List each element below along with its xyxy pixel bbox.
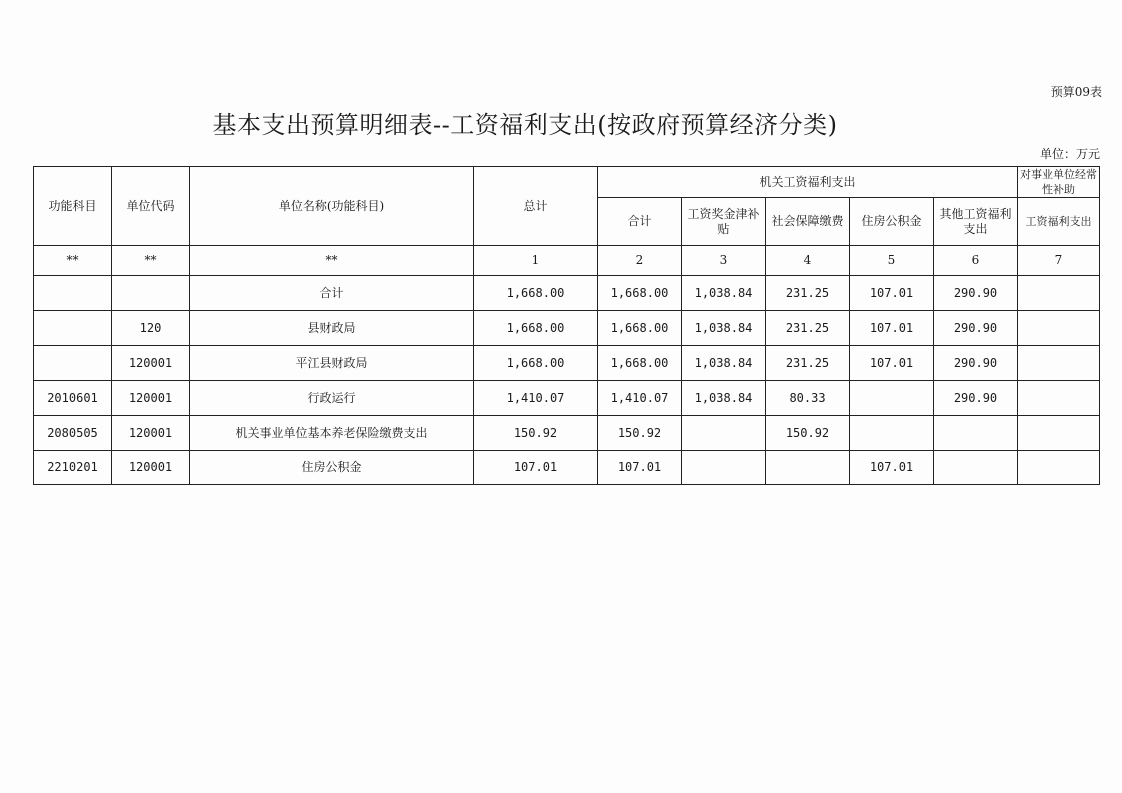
- unit-label: 单位：万元: [1039, 147, 1100, 161]
- index-cell: 1: [474, 246, 598, 276]
- header-unit-code: 单位代码: [112, 167, 190, 246]
- cell-other-welfare: 290.90: [934, 381, 1018, 416]
- header-total: 总计: [474, 167, 598, 246]
- cell-unit-name: 机关事业单位基本养老保险缴费支出: [190, 416, 474, 451]
- header-social-security: 社会保障缴费: [766, 198, 850, 246]
- table-row: [34, 276, 1100, 311]
- cell-housing-fund: [850, 381, 934, 416]
- cell-other-welfare: 290.90: [934, 276, 1018, 311]
- index-cell: **: [190, 246, 474, 276]
- cell-subsidy-welfare: [1018, 276, 1100, 311]
- cell-housing-fund: 107.01: [850, 346, 934, 381]
- cell-wage-bonus: 1,038.84: [682, 346, 766, 381]
- cell-subsidy-welfare: [1018, 416, 1100, 451]
- cell-unit-code: [112, 276, 190, 311]
- index-cell: 7: [1018, 246, 1100, 276]
- cell-total: 1,668.00: [474, 311, 598, 346]
- index-cell: 2: [598, 246, 682, 276]
- page-title: 基本支出预算明细表--工资福利支出(按政府预算经济分类): [212, 111, 838, 139]
- cell-housing-fund: 107.01: [850, 451, 934, 485]
- cell-social-security: 231.25: [766, 311, 850, 346]
- header-group-subsidy: 对事业单位经常性补助: [1018, 167, 1100, 198]
- cell-social-security: 150.92: [766, 416, 850, 451]
- index-cell: 4: [766, 246, 850, 276]
- form-number: 预算09表: [1050, 85, 1102, 99]
- index-row: [34, 246, 1100, 276]
- cell-sub-total: 1,668.00: [598, 346, 682, 381]
- header-other-welfare: 其他工资福利支出: [934, 198, 1018, 246]
- cell-unit-code: 120001: [112, 451, 190, 485]
- cell-wage-bonus: [682, 416, 766, 451]
- table-row: [34, 451, 1100, 485]
- cell-func-code: 2080505: [34, 416, 112, 451]
- cell-unit-name: 平江县财政局: [190, 346, 474, 381]
- index-cell: **: [112, 246, 190, 276]
- header-group-org: 机关工资福利支出: [598, 167, 1018, 198]
- cell-other-welfare: 290.90: [934, 311, 1018, 346]
- cell-func-code: [34, 311, 112, 346]
- header-unit-name: 单位名称(功能科目): [190, 167, 474, 246]
- cell-sub-total: 1,668.00: [598, 311, 682, 346]
- cell-total: 1,668.00: [474, 276, 598, 311]
- index-cell: 3: [682, 246, 766, 276]
- cell-unit-name: 行政运行: [190, 381, 474, 416]
- cell-wage-bonus: 1,038.84: [682, 381, 766, 416]
- cell-unit-name: 合计: [190, 276, 474, 311]
- cell-func-code: [34, 276, 112, 311]
- cell-func-code: 2210201: [34, 451, 112, 485]
- cell-unit-code: 120: [112, 311, 190, 346]
- cell-func-code: 2010601: [34, 381, 112, 416]
- cell-subsidy-welfare: [1018, 311, 1100, 346]
- cell-unit-name: 住房公积金: [190, 451, 474, 485]
- header-wage-bonus: 工资奖金津补贴: [682, 198, 766, 246]
- cell-housing-fund: 107.01: [850, 276, 934, 311]
- cell-wage-bonus: 1,038.84: [682, 311, 766, 346]
- cell-housing-fund: [850, 416, 934, 451]
- index-cell: **: [34, 246, 112, 276]
- cell-social-security: [766, 451, 850, 485]
- header-func-subject: 功能科目: [34, 167, 112, 246]
- cell-total: 150.92: [474, 416, 598, 451]
- header-subsidy-welfare: 工资福利支出: [1018, 198, 1100, 246]
- index-cell: 5: [850, 246, 934, 276]
- cell-sub-total: 1,668.00: [598, 276, 682, 311]
- cell-unit-name: 县财政局: [190, 311, 474, 346]
- header-sub-total: 合计: [598, 198, 682, 246]
- header-housing-fund: 住房公积金: [850, 198, 934, 246]
- cell-func-code: [34, 346, 112, 381]
- cell-total: 1,668.00: [474, 346, 598, 381]
- cell-other-welfare: [934, 416, 1018, 451]
- table-row: [34, 346, 1100, 381]
- cell-sub-total: 107.01: [598, 451, 682, 485]
- cell-unit-code: 120001: [112, 416, 190, 451]
- cell-social-security: 80.33: [766, 381, 850, 416]
- table-row: [34, 311, 1100, 346]
- cell-wage-bonus: [682, 451, 766, 485]
- table-row: [34, 381, 1100, 416]
- cell-other-welfare: 290.90: [934, 346, 1018, 381]
- cell-sub-total: 150.92: [598, 416, 682, 451]
- cell-unit-code: 120001: [112, 346, 190, 381]
- index-cell: 6: [934, 246, 1018, 276]
- cell-subsidy-welfare: [1018, 451, 1100, 485]
- cell-housing-fund: 107.01: [850, 311, 934, 346]
- table-row: [34, 416, 1100, 451]
- cell-unit-code: 120001: [112, 381, 190, 416]
- header-row-1: [34, 167, 1100, 198]
- cell-total: 1,410.07: [474, 381, 598, 416]
- cell-subsidy-welfare: [1018, 346, 1100, 381]
- cell-social-security: 231.25: [766, 346, 850, 381]
- cell-other-welfare: [934, 451, 1018, 485]
- cell-sub-total: 1,410.07: [598, 381, 682, 416]
- cell-subsidy-welfare: [1018, 381, 1100, 416]
- cell-wage-bonus: 1,038.84: [682, 276, 766, 311]
- cell-total: 107.01: [474, 451, 598, 485]
- cell-social-security: 231.25: [766, 276, 850, 311]
- budget-table: [33, 166, 1100, 485]
